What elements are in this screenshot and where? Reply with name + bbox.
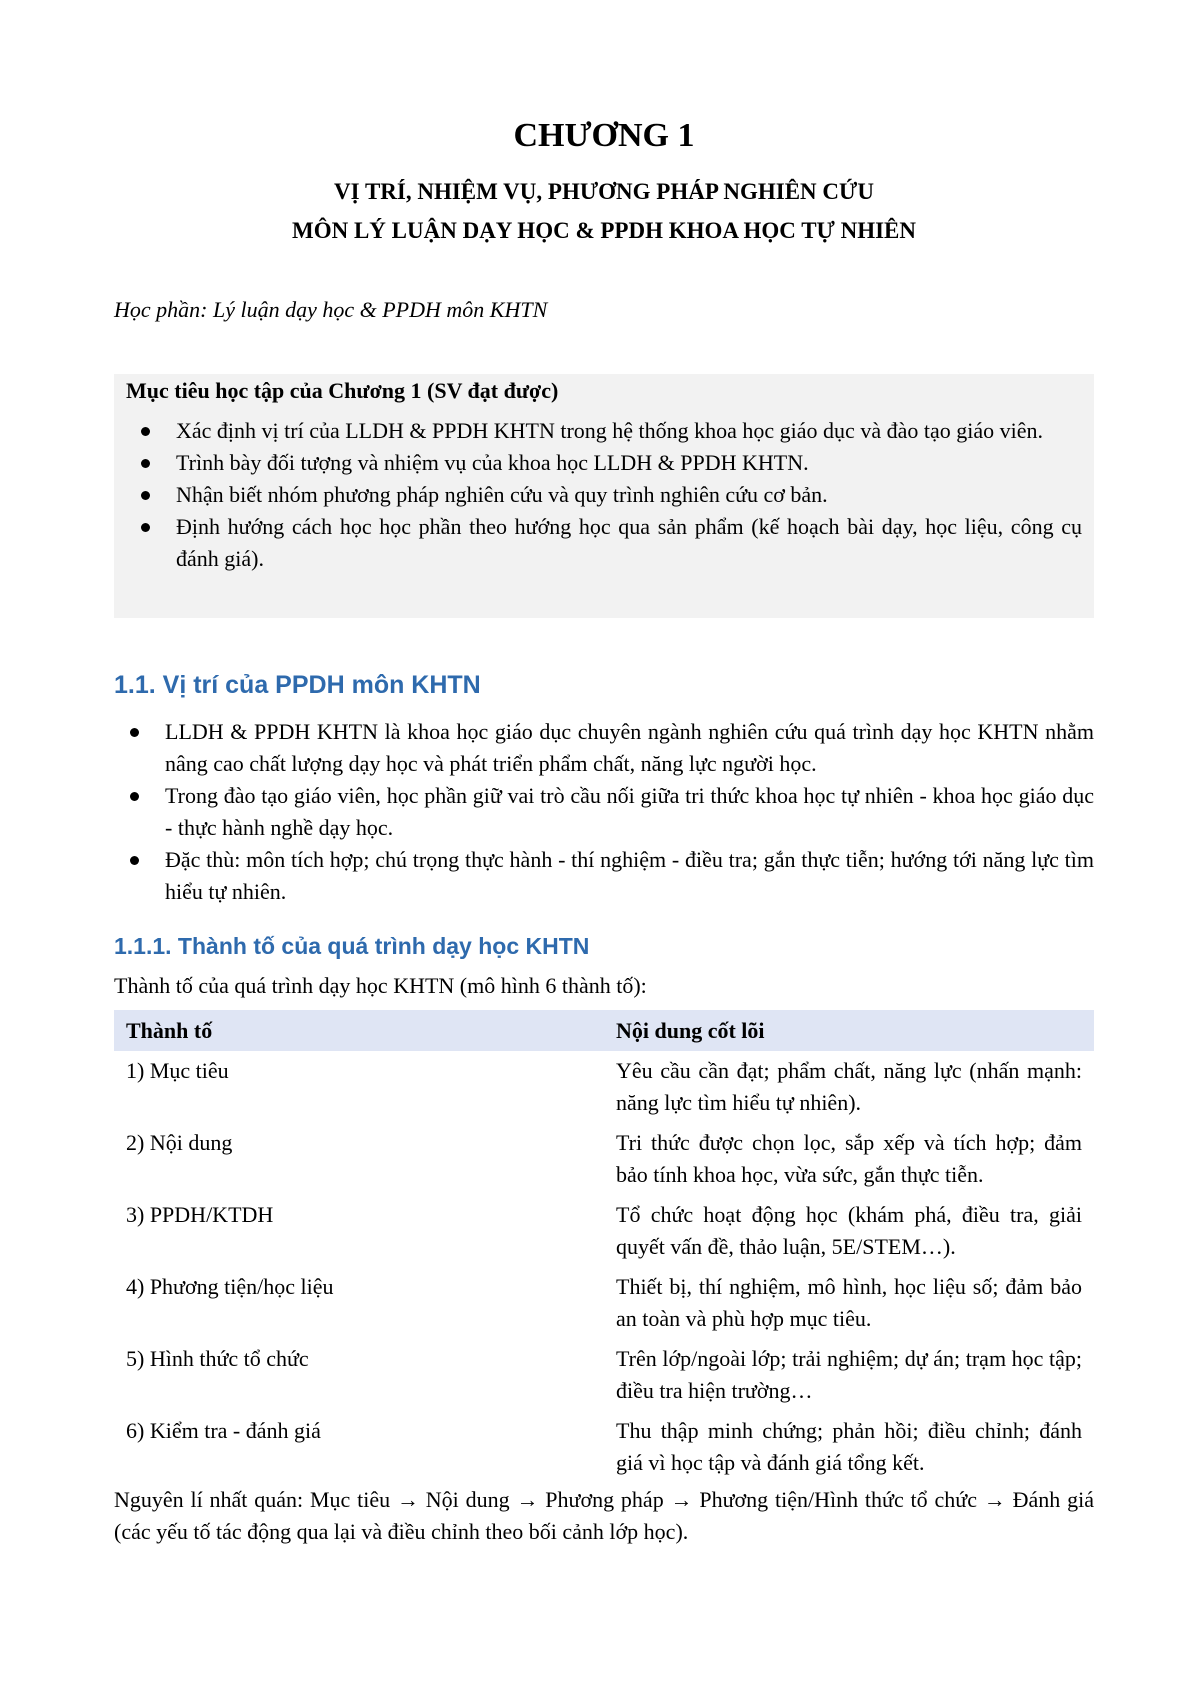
column-header-component: Thành tố xyxy=(114,1010,604,1051)
objective-text: Trình bày đối tượng và nhiệm vụ của khoa học LLDH & PPDH KHTN. xyxy=(176,450,809,475)
bullet-icon xyxy=(130,792,139,801)
component-cell: 2) Nội dung xyxy=(126,1130,233,1155)
bullet-icon xyxy=(130,856,139,865)
objectives-box xyxy=(114,374,1094,618)
bullet-icon xyxy=(141,523,150,532)
content-cell: Tri thức được chọn lọc, sắp xếp và tích hợp; đảm bảo tính khoa học, vừa sức, gắn thực tiễn. xyxy=(616,1130,1082,1187)
table-row xyxy=(114,1339,1094,1411)
objective-item xyxy=(126,479,1082,511)
course-line: Học phần: Lý luận dạy học & PPDH môn KHTN xyxy=(114,297,548,322)
objective-item xyxy=(126,447,1082,479)
section-heading-1-1: 1.1. Vị trí của PPDH môn KHTN xyxy=(114,671,481,699)
table-row xyxy=(114,1267,1094,1339)
content-cell: Thu thập minh chứng; phản hồi; điều chỉnh; đánh giá vì học tập và đánh giá tổng kết. xyxy=(616,1418,1082,1475)
chapter-subtitle-line-2: MÔN LÝ LUẬN DẠY HỌC & PPDH KHOA HỌC TỰ NHIÊN xyxy=(292,218,916,243)
objectives-heading: Mục tiêu học tập của Chương 1 (SV đạt được) xyxy=(126,378,559,403)
closing-paragraph: Nguyên lí nhất quán: Mục tiêu → Nội dung → Phương pháp → Phương tiện/Hình thức tổ chức → Đánh giá (các yếu tố tác động qua lại và điều chỉnh theo bối cảnh lớp học). xyxy=(114,1487,1094,1544)
table-row xyxy=(114,1195,1094,1267)
table-header-row xyxy=(114,1010,1094,1051)
chapter-title: CHƯƠNG 1 xyxy=(513,117,695,154)
chapter-subtitle-line-1: VỊ TRÍ, NHIỆM VỤ, PHƯƠNG PHÁP NGHIÊN CỨU xyxy=(334,179,874,204)
list-item xyxy=(114,780,1094,844)
table-intro: Thành tố của quá trình dạy học KHTN (mô hình 6 thành tố): xyxy=(114,973,647,998)
components-table xyxy=(114,1010,1094,1483)
bullet-icon xyxy=(141,459,150,468)
list-item-text: LLDH & PPDH KHTN là khoa học giáo dục chuyên ngành nghiên cứu quá trình dạy học KHTN nhằm nâng cao chất lượng dạy học và phát triển phẩm chất, năng lực người học. xyxy=(165,719,1094,776)
section-heading-1-1-1: 1.1.1. Thành tố của quá trình dạy học KHTN xyxy=(114,933,590,959)
list-item xyxy=(114,844,1094,908)
content-cell: Yêu cầu cần đạt; phẩm chất, năng lực (nhấn mạnh: năng lực tìm hiểu tự nhiên). xyxy=(616,1058,1082,1115)
bullet-icon xyxy=(130,728,139,737)
content-cell: Trên lớp/ngoài lớp; trải nghiệm; dự án; trạm học tập; điều tra hiện trường… xyxy=(616,1346,1082,1403)
component-cell: 6) Kiểm tra - đánh giá xyxy=(126,1418,321,1443)
objective-item xyxy=(126,511,1082,575)
table-row xyxy=(114,1051,1094,1123)
objective-text: Định hướng cách học học phần theo hướng học qua sản phẩm (kế hoạch bài dạy, học liệu, công cụ đánh giá). xyxy=(176,514,1082,571)
objective-text: Xác định vị trí của LLDH & PPDH KHTN trong hệ thống khoa học giáo dục và đào tạo giáo viên. xyxy=(176,418,1043,443)
table-row xyxy=(114,1411,1094,1483)
list-item-text: Đặc thù: môn tích hợp; chú trọng thực hành - thí nghiệm - điều tra; gắn thực tiễn; hướng tới năng lực tìm hiểu tự nhiên. xyxy=(165,847,1094,904)
component-cell: 1) Mục tiêu xyxy=(126,1058,229,1083)
objectives-list xyxy=(126,415,1082,575)
bullet-icon xyxy=(141,491,150,500)
content-cell: Thiết bị, thí nghiệm, mô hình, học liệu số; đảm bảo an toàn và phù hợp mục tiêu. xyxy=(616,1274,1082,1331)
component-cell: 5) Hình thức tổ chức xyxy=(126,1346,309,1371)
component-cell: 3) PPDH/KTDH xyxy=(126,1202,274,1227)
bullet-icon xyxy=(141,427,150,436)
chapter-subtitle xyxy=(114,172,1094,250)
objective-text: Nhận biết nhóm phương pháp nghiên cứu và quy trình nghiên cứu cơ bản. xyxy=(176,482,828,507)
table-row xyxy=(114,1123,1094,1195)
column-header-core-content: Nội dung cốt lõi xyxy=(604,1010,1094,1051)
list-item-text: Trong đào tạo giáo viên, học phần giữ vai trò cầu nối giữa tri thức khoa học tự nhiên - khoa học giáo dục - thực hành nghề dạy học. xyxy=(165,783,1094,840)
section-1-1-list xyxy=(114,716,1094,908)
content-cell: Tổ chức hoạt động học (khám phá, điều tra, giải quyết vấn đề, thảo luận, 5E/STEM…). xyxy=(616,1202,1082,1259)
list-item xyxy=(114,716,1094,780)
component-cell: 4) Phương tiện/học liệu xyxy=(126,1274,334,1299)
objective-item xyxy=(126,415,1082,447)
